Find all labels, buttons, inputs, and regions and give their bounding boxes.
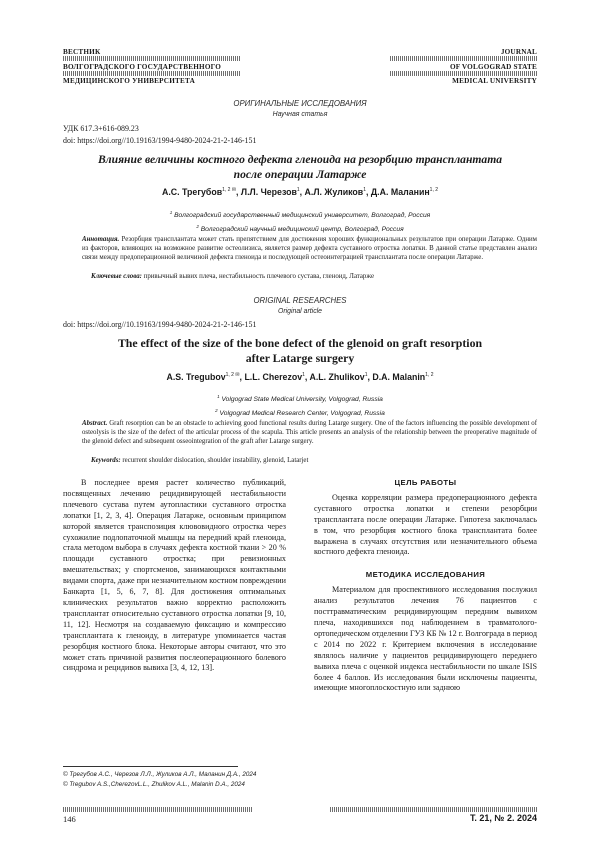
author-affil-mark: 1 — [296, 187, 300, 194]
methods-heading: МЕТОДИКА ИССЛЕДОВАНИЯ — [365, 570, 486, 580]
copyright-ru: © Трегубов А.С., Черезов Л.Л., Жуликов А.Л., Маланин Д.А., 2024 — [63, 771, 257, 778]
author-affil-mark: 1, 2 ✉ — [225, 372, 240, 379]
body-column-left — [63, 478, 286, 674]
abstract-en — [82, 420, 537, 446]
affiliation-item — [63, 392, 537, 406]
journal-name-en-line-3: MEDICAL UNIVERSITY — [452, 77, 537, 85]
author-name: D.A. Malanin — [372, 372, 426, 382]
author-name: A.L. Zhulikov — [309, 372, 365, 382]
keywords-label-ru: Ключевые слова: — [91, 273, 142, 280]
article-type-ru: Научная статья — [272, 111, 328, 118]
keywords-label-en: Keywords: — [91, 457, 121, 464]
author-affil-mark: 1 — [363, 187, 366, 194]
journal-name-en — [427, 45, 537, 89]
header-rule-left-2 — [63, 71, 241, 76]
copyright-en: © Tregubov A.S.,CherezovL.L., Zhulikov A.L., Malanin D.A., 2024 — [63, 781, 245, 788]
doi-ru: doi: https://doi.org//10.19163/1994-9480-2024-21-2-146-151 — [63, 136, 257, 145]
author-name: Д.А. Маланин — [370, 187, 430, 197]
affiliation-text: Volgograd State Medical University, Volgograd, Russia — [221, 396, 383, 404]
keywords-text-en: recurrent shoulder dislocation, shoulder instability, glenoid, Latarjet — [122, 457, 309, 464]
footer-rule-left — [63, 807, 253, 812]
header-rule-right — [390, 56, 537, 61]
abstract-ru — [82, 236, 537, 262]
footer-rule-right — [330, 807, 537, 812]
author-name: А.С. Трегубов — [161, 187, 223, 197]
introduction-paragraph: В последнее время растет количество публикаций, посвященных лечению рецидивирующей нестабильности плечевого сустава путем аутопластики суставного отростка лопатки [1, 2, 3, 4]. Операция Латарже, основным принципом которой является транспозиция клювовидного отростка через сухожилие подлопаточной мышцы на передний край гленоида, стала методом выбора в случаях дефекта костной ткани > 20 % площади суставного отростка; при ревизионных вмешательствах; у спортсменов, занимающихся контактными видами спорта, даже при незначительном костном повреждении Банкарта [1, 5, 6, 7, 8]. Для достижения оптимальных клинических результатов важно корректно расположить трансплантат относительно суставного отростка лопатки [9, 10, 11, 12]. Несмотря на создаваемую фиксацию и компрессию трансплантата к гленоиду, в литературе упоминается частая резорбция костного блока. Некоторые авторы считают, что это может стать причиной развития послеоперационного болевого синдрома и рецидивов вывиха [3, 4, 12, 13]. — [63, 478, 286, 673]
title-ru — [63, 152, 537, 182]
authors-en: A.S. Tregubov$^{1, 2 ✉}$, L.L. Cherezov$^1$, A.L. Zhulikov$^1$, D.A. Malanin$^{1, 2}$ — [166, 372, 434, 382]
section-label-en: ORIGINAL RESEARCHES — [253, 296, 347, 305]
author-name: А.Л. Жуликов — [304, 187, 364, 197]
title-en-line-1: The effect of the size of the bone defect of the glenoid on graft resorption — [117, 336, 483, 350]
author-affil-mark: 1, 2 ✉ — [222, 187, 237, 194]
abstract-text-ru: Резорбция трансплантата может стать препятствием для достижения хороших функциональных результатов при операции Латарже. Одним из факторов, влияющих на возможное развитие остеолизиса, является размер дефекта суставного отростка лопатки. В данной статье представлен анализ связи между предоперационной величиной дефекта гленоида и последующей остеоинтеграцией трансплантата после операции Латарже. — [82, 236, 537, 261]
affiliation-mark: 2 — [215, 407, 218, 413]
section-label-ru: ОРИГИНАЛЬНЫЕ ИССЛЕДОВАНИЯ — [233, 99, 367, 108]
journal-name-ru — [63, 45, 253, 89]
author-name: A.S. Tregubov — [166, 372, 226, 382]
authors-ru: А.С. Трегубов$^{1, 2 ✉}$, Л.Л. Черезов$^1$, А.Л. Жуликов$^1$, Д.А. Маланин$^{1, 2}$ — [161, 187, 439, 197]
methods-paragraph: Материалом для проспективного исследования послужил анализ результатов лечения 76 пациентов с посттравматическим рецидивирующим передним вывихом плеча, находившихся под наблюдением в травматолого-ортопедическом отделении ГУЗ КБ № 12 г. Волгограда в период с 2014 по 2022 г. Критерием включения в исследование являлось наличие у пациентов рецидивирующего переднего вывиха плеча с оценкой индекса нестабильности по шкале ISIS более 4 баллов. Из исследования были исключены пациенты, имеющие многоплоскостную или заднюю — [314, 585, 537, 693]
aim-paragraph: Оценка корреляции размера предоперационного дефекта суставного отростка лопатки и степени резорбции трансплантата после операции Латарже. Гипотеза заключалась в том, что резорбция костного блока трансплантата более выражена в случаях отсутствия или незначительного объема костного дефекта гленоида. — [314, 492, 537, 557]
header-rule-right-2 — [390, 71, 537, 76]
abstract-label-en: Abstract. — [82, 420, 108, 427]
affiliation-mark: 2 — [196, 223, 199, 229]
title-en — [63, 336, 537, 366]
page-number: 146 — [63, 814, 76, 824]
keywords-text-ru: привычный вывих плеча, нестабильность плечевого сустава, гленоид, Латарже — [143, 273, 375, 280]
journal-name-ru-line-1: ВЕСТНИК — [63, 48, 101, 56]
abstract-label-ru: Аннотация. — [82, 236, 120, 243]
title-ru-line-1: Влияние величины костного дефекта гленоида на резорбцию трансплантата — [97, 153, 503, 166]
author-affil-mark: 1, 2 — [429, 187, 439, 194]
issue-info: Т. 21, № 2. 2024 — [469, 813, 537, 823]
footnote-divider — [63, 766, 238, 767]
keywords-en — [91, 457, 537, 466]
author-affil-mark: 1 — [302, 372, 305, 379]
title-en-line-2: after Latarge surgery — [245, 351, 355, 365]
body-column-right — [314, 478, 537, 694]
affiliations-ru — [63, 208, 537, 235]
affiliation-text: Волгоградский государственный медицинский университет, Волгоград, Россия — [174, 212, 431, 220]
journal-name-ru-line-2: ВОЛГОГРАДСКОГО ГОСУДАРСТВЕННОГО — [63, 62, 221, 71]
aim-heading: ЦЕЛЬ РАБОТЫ — [394, 478, 457, 487]
affiliation-text: Волгоградский научный медицинский центр, Волгоград, Россия — [200, 225, 404, 233]
author-name: Л.Л. Черезов — [240, 187, 297, 197]
affiliations-en — [63, 392, 537, 419]
affiliation-text: Volgograd Medical Research Center, Volgograd, Russia — [219, 409, 385, 417]
author-affil-mark: 1 — [364, 372, 368, 379]
header-rule-left — [63, 56, 241, 61]
article-type-en: Original article — [277, 308, 323, 315]
title-ru-line-2: после операции Латарже — [233, 168, 367, 181]
doi-en: doi: https://doi.org//10.19163/1994-9480-2024-21-2-146-151 — [63, 320, 257, 329]
affiliation-item — [63, 406, 537, 420]
journal-name-en-line-1: JOURNAL — [500, 48, 537, 56]
author-name: L.L. Cherezov — [244, 372, 303, 382]
affiliation-mark: 1 — [169, 210, 173, 215]
keywords-ru — [91, 273, 537, 282]
affiliation-item — [63, 208, 537, 222]
journal-name-ru-line-3: МЕДИЦИНСКОГО УНИВЕРСИТЕТА — [63, 77, 195, 85]
affiliation-mark: 1 — [217, 394, 220, 399]
abstract-text-en: Graft resorption can be an obstacle to achieving good functional results during Latarge surgery. One of the factors influencing the possible development of osteolysis is the size of the defect of the articular process of the scapula. This article presents an analysis of the relationship between the preoperative magnitude of the glenoid defect and subsequent osseointegration of the graft after Latarge surgery. — [82, 420, 537, 445]
journal-name-en-line-2: OF VOLGOGRAD STATE — [449, 62, 537, 71]
author-affil-mark: 1, 2 — [425, 372, 434, 379]
udc: УДК 617.3+616-089.23 — [63, 124, 139, 133]
affiliation-item — [63, 222, 537, 236]
